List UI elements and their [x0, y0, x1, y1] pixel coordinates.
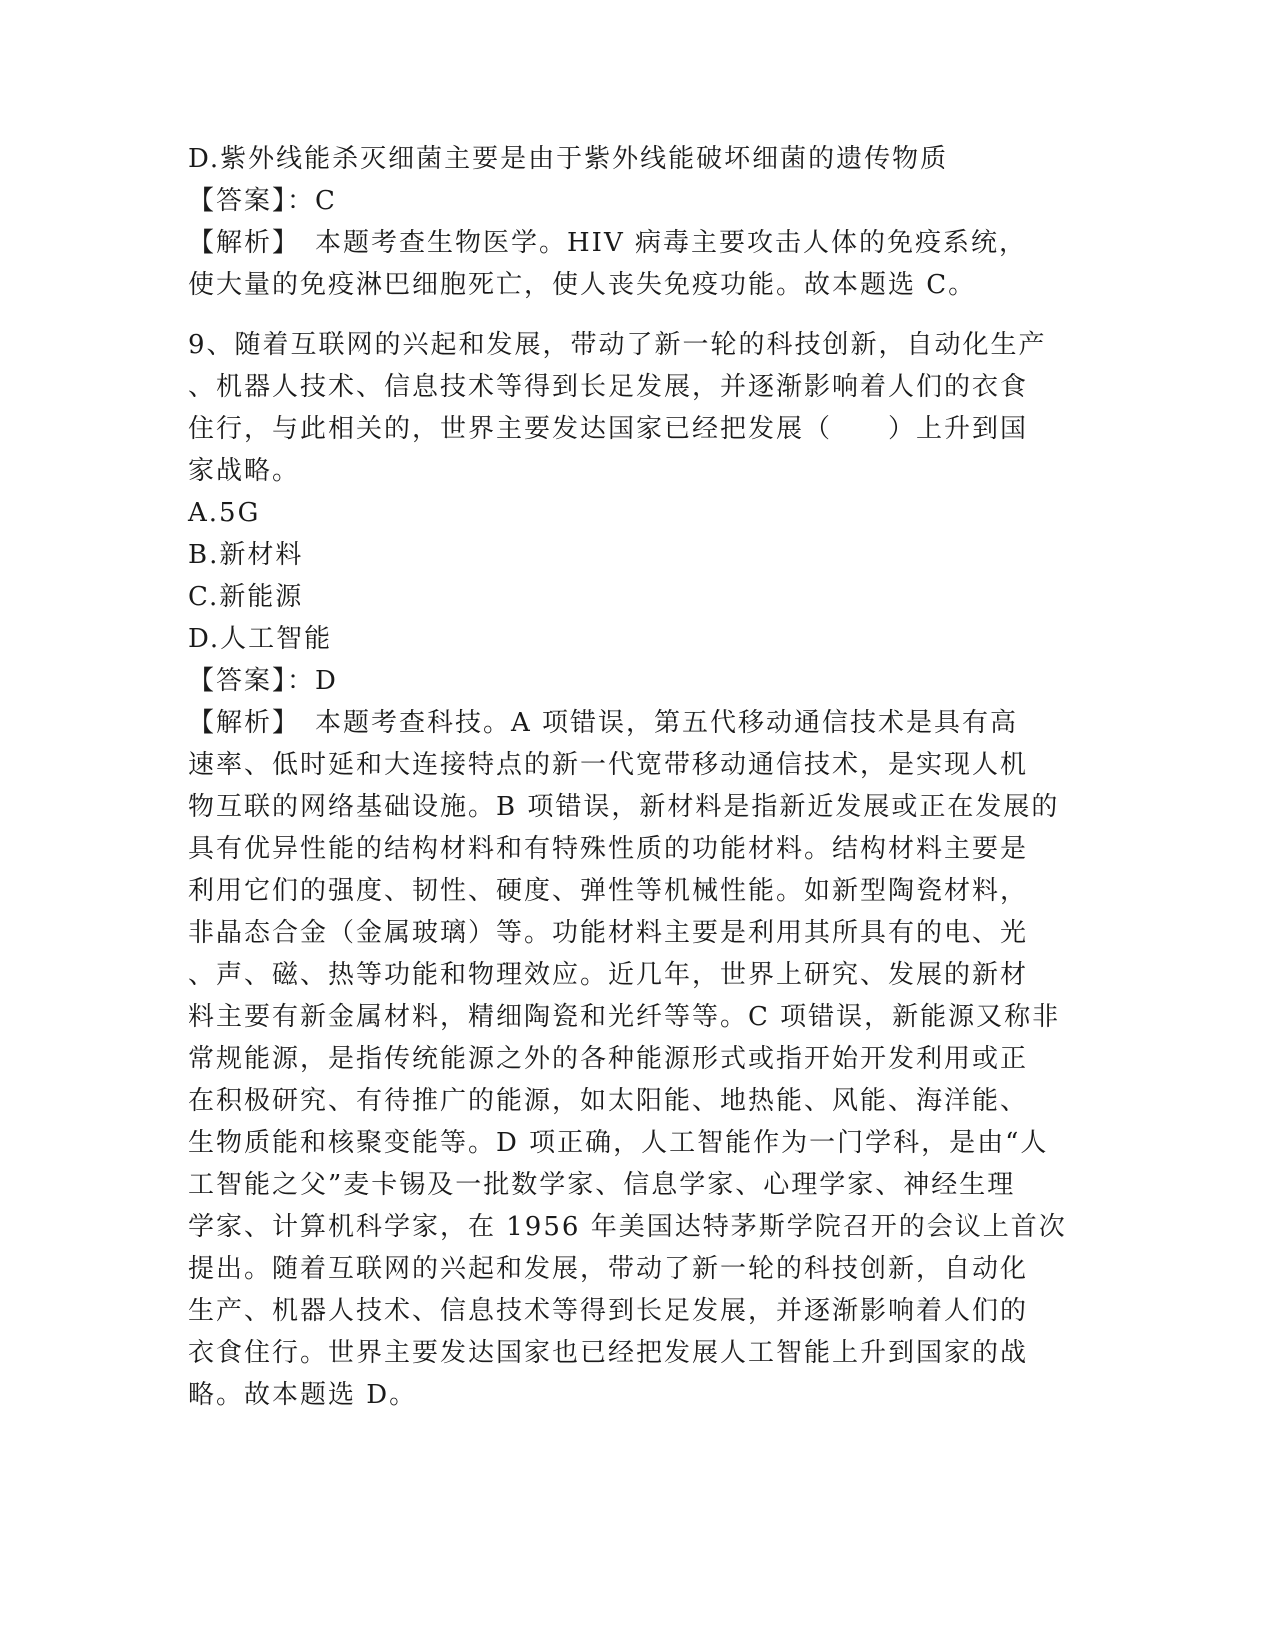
q9-option-d: D.人工智能: [188, 624, 333, 654]
q9-option-b: B.新材料: [188, 540, 304, 570]
q9-analysis-line: 非晶态合金（金属玻璃）等。功能材料主要是利用其所具有的电、光: [188, 918, 1029, 948]
q9-analysis-line: 学家、计算机科学家，在 1956 年美国达特茅斯学院召开的会议上首次: [188, 1212, 1067, 1242]
q9-analysis-line: 提出。随着互联网的兴起和发展，带动了新一轮的科技创新，自动化: [188, 1254, 1029, 1284]
prev-answer: 【答案】：C: [188, 186, 337, 216]
q9-analysis-line: 略。故本题选 D。: [188, 1380, 418, 1410]
q9-analysis-line: 利用它们的强度、韧性、硬度、弹性等机械性能。如新型陶瓷材料，: [188, 876, 1029, 906]
q9-option-c: C.新能源: [188, 582, 304, 612]
q9-analysis-line: 料主要有新金属材料，精细陶瓷和光纤等等。C 项错误，新能源又称非: [188, 1002, 1061, 1032]
q9-stem-line: 、机器人技术、信息技术等得到长足发展，并逐渐影响着人们的衣食: [188, 372, 1029, 402]
q9-analysis-line: 、声、磁、热等功能和物理效应。近几年，世界上研究、发展的新材: [188, 960, 1029, 990]
q9-analysis-line: 【解析】 本题考查科技。A 项错误，第五代移动通信技术是具有高: [188, 708, 1019, 738]
q9-analysis-line: 物互联的网络基础设施。B 项错误，新材料是指新近发展或正在发展的: [188, 792, 1060, 822]
q9-analysis-line: 衣食住行。世界主要发达国家也已经把发展人工智能上升到国家的战: [188, 1338, 1029, 1368]
q9-analysis-line: 生物质能和核聚变能等。D 项正确，人工智能作为一门学科，是由“人: [188, 1128, 1049, 1158]
q9-option-a: A.5G: [188, 498, 261, 528]
q9-analysis-line: 速率、低时延和大连接特点的新一代宽带移动通信技术，是实现人机: [188, 750, 1029, 780]
q9-analysis-line: 常规能源，是指传统能源之外的各种能源形式或指开始开发利用或正: [188, 1044, 1029, 1074]
prev-analysis-line: 【解析】 本题考查生物医学。HIV 病毒主要攻击人体的免疫系统，: [188, 228, 1027, 258]
q9-analysis-line: 生产、机器人技术、信息技术等得到长足发展，并逐渐影响着人们的: [188, 1296, 1029, 1326]
prev-option-d: D.紫外线能杀灭细菌主要是由于紫外线能破坏细菌的遗传物质: [188, 144, 949, 174]
q9-analysis-line: 工智能之父”麦卡锡及一批数学家、信息学家、心理学家、神经生理: [188, 1170, 1016, 1200]
q9-analysis-line: 在积极研究、有待推广的能源，如太阳能、地热能、风能、海洋能、: [188, 1086, 1029, 1116]
prev-analysis-line: 使大量的免疫淋巴细胞死亡，使人丧失免疫功能。故本题选 C。: [188, 270, 977, 300]
q9-stem-line: 住行，与此相关的，世界主要发达国家已经把发展（ ）上升到国: [188, 414, 1029, 444]
q9-stem-line: 9、随着互联网的兴起和发展，带动了新一轮的科技创新，自动化生产: [188, 330, 1047, 360]
q9-analysis-line: 具有优异性能的结构材料和有特殊性质的功能材料。结构材料主要是: [188, 834, 1029, 864]
q9-stem-line: 家战略。: [188, 456, 301, 486]
q9-answer: 【答案】：D: [188, 666, 338, 696]
